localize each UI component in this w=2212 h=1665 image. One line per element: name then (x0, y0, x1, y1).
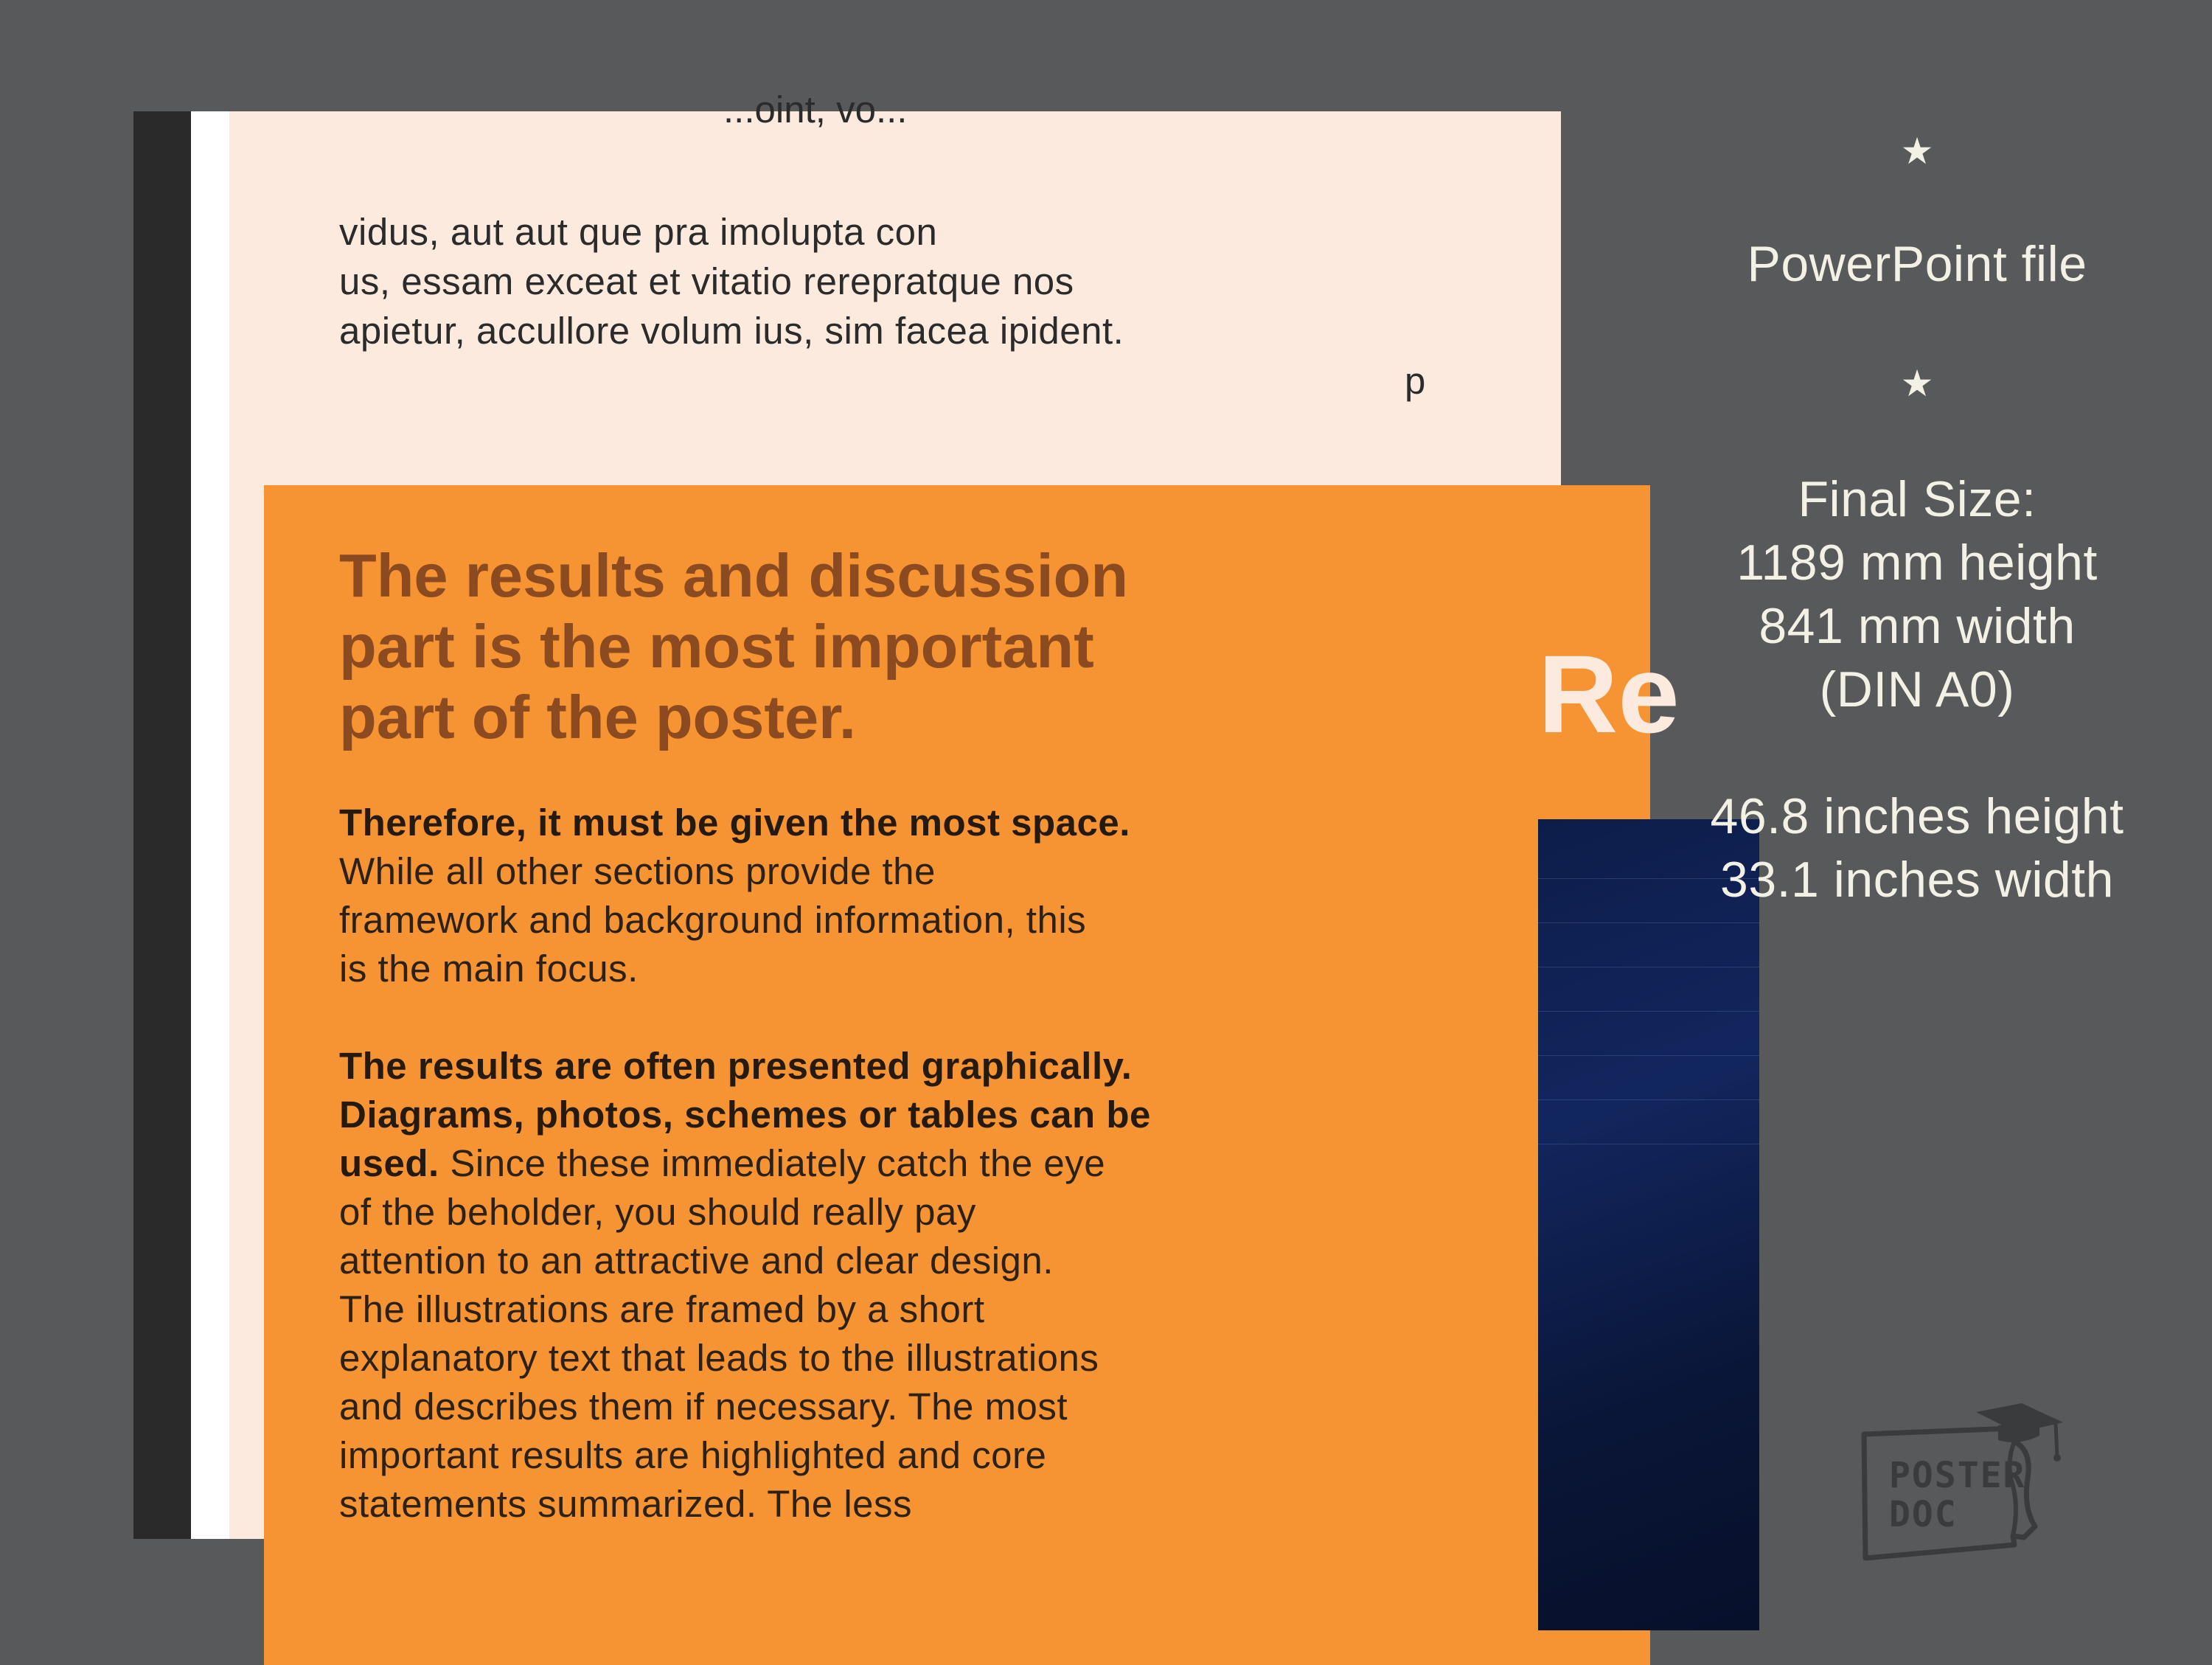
photo-panel (1538, 819, 1759, 1630)
results-section (264, 485, 1650, 1665)
magnifier-circle (133, 88, 1680, 1539)
final-size-label: Final Size: (1798, 471, 2037, 527)
results-paragraph-2-text: Since these immediately catch the eye of the beholder, you should really pay attention to an attractive and clear design. The illustrations are framed by a short explanatory text that leads to the illustrations and describes them if necessary. The most important results are highlighted and core statements summarized. The less (339, 1142, 1106, 1525)
logo-line-2: DOC (1889, 1494, 1958, 1535)
top-paragraph: vidus, aut aut que pra imolupta con us, essam exceat et vitatio rerepratque nos apietur, accullore volum ius, sim facea ipident. (339, 211, 1124, 352)
star-icon: ★ (1900, 363, 1934, 404)
results-paragraph-2 (339, 1042, 1298, 1529)
dark-edge-strip (133, 111, 191, 1539)
photo-texture-line (1538, 1055, 1759, 1056)
logo-line-1: POSTER (1889, 1455, 2026, 1496)
height-mm-label: 1189 mm height (1736, 535, 2098, 591)
results-body (339, 799, 1298, 1577)
photo-texture-line (1538, 1099, 1759, 1100)
width-inches-label: 33.1 inches width (1720, 852, 2114, 908)
results-paragraph-1-text: While all other sections provide the framework and background information, this is the main focus. (339, 850, 1087, 990)
din-label: (DIN A0) (1819, 661, 2015, 717)
results-headline: The results and discussion part is the most important part of the poster. (339, 541, 1129, 751)
right-text-fragment: p (1405, 360, 1426, 402)
star-icon: ★ (1900, 131, 1934, 172)
posterdoc-logo (1858, 1397, 2065, 1567)
width-mm-label: 841 mm width (1759, 598, 2076, 654)
results-paragraph-1-bold: Therefore, it must be given the most space. (339, 802, 1130, 844)
side-section-title: Re (1538, 632, 1680, 756)
results-paragraph-2-bold: The results are often presented graphically. Diagrams, photos, schemes or tables can be used. (339, 1045, 1151, 1184)
height-inches-label: 46.8 inches height (1710, 788, 2124, 844)
photo-texture-line (1538, 922, 1759, 923)
white-edge-strip (191, 111, 229, 1539)
file-type-label: PowerPoint file (1747, 236, 2087, 292)
results-paragraph-1 (339, 799, 1298, 993)
photo-texture-line (1538, 1011, 1759, 1012)
top-cut-line: ...oint, vo... (723, 88, 908, 131)
